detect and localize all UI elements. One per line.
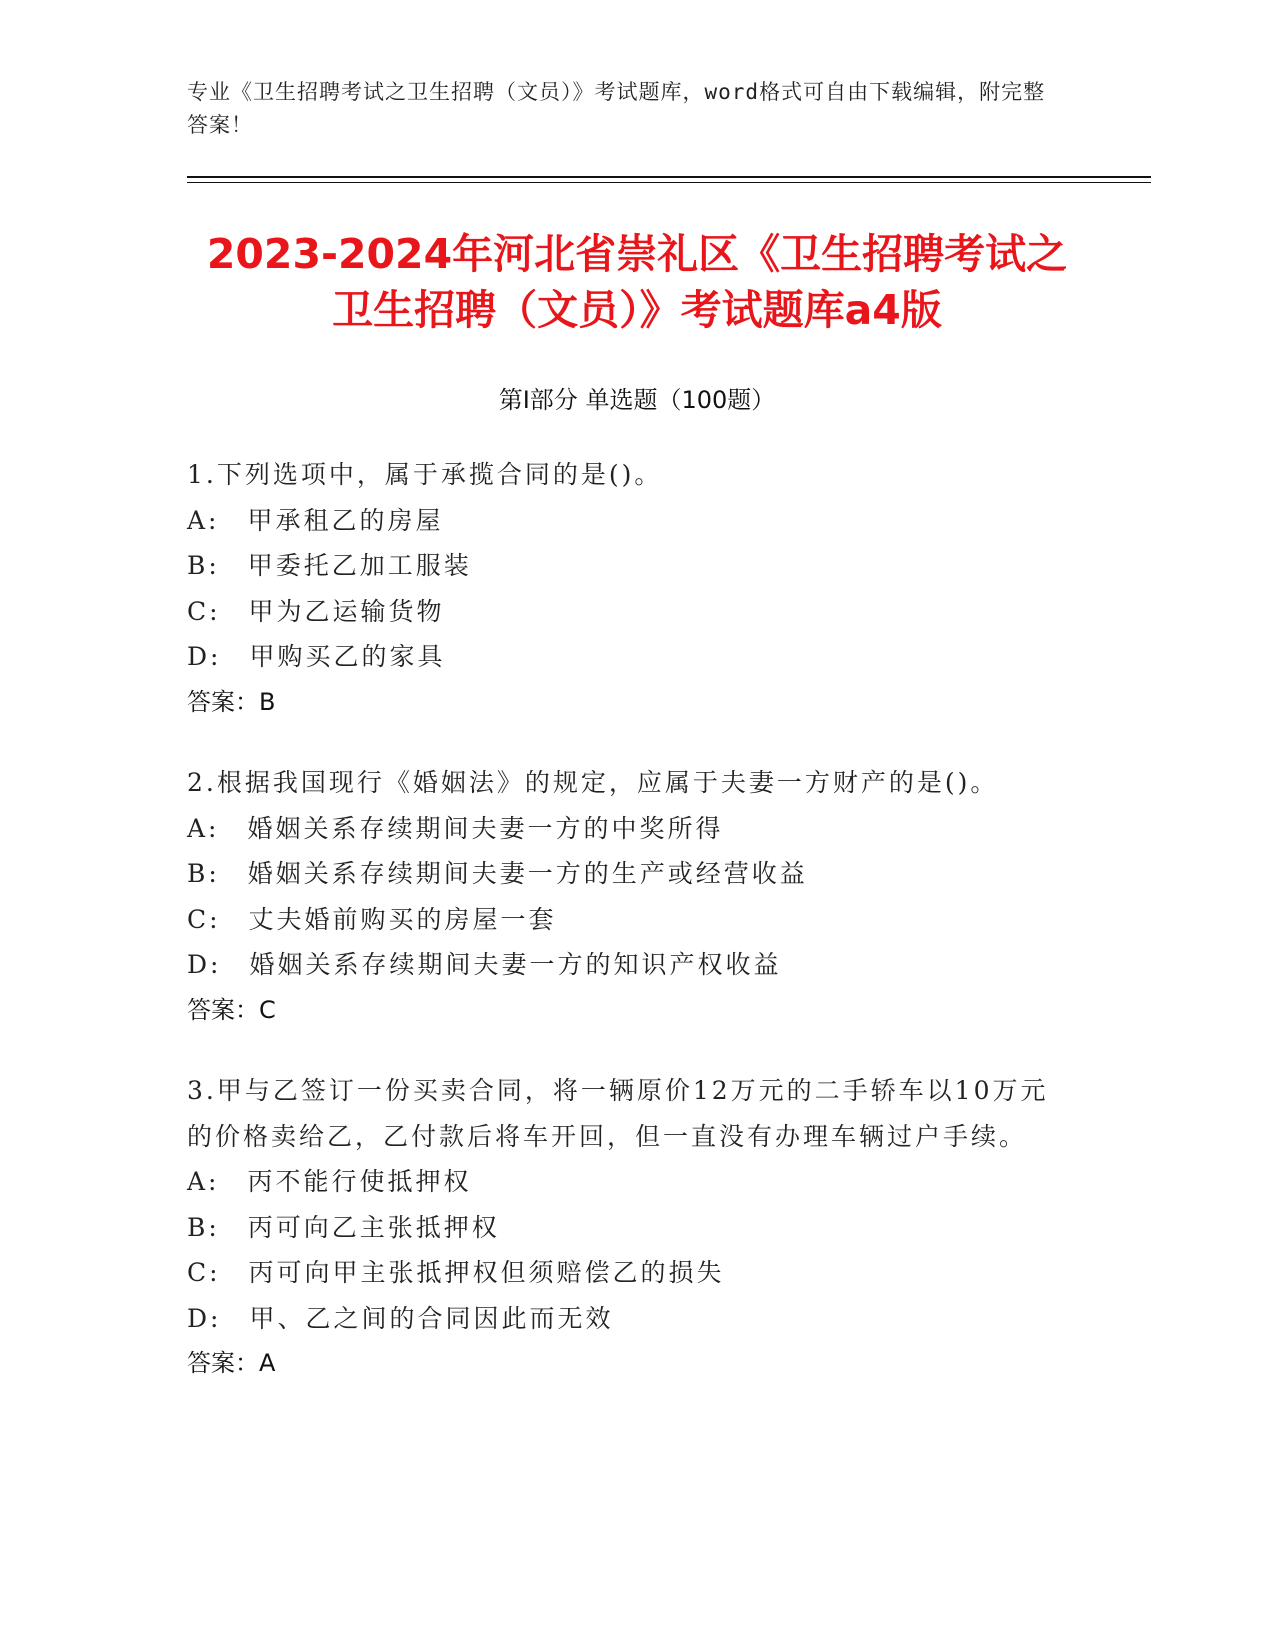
option-b: B: 丙可向乙主张抵押权 [187,1212,500,1242]
answer: 答案：B [187,687,276,716]
question-1 [187,452,1067,725]
header-note: 专业《卫生招聘考试之卫生招聘（文员）》考试题库，word格式可自由下载编辑，附完整答案！ [187,80,1046,137]
question-stem: 2.根据我国现行《婚姻法》的规定，应属于夫妻一方财产的是()。 [187,768,999,797]
option-a: A: 甲承租乙的房屋 [187,505,444,535]
header-divider-thin [187,182,1151,183]
question-stem: 3.甲与乙签订一份买卖合同，将一辆原价12万元的二手轿车以10万元的价格卖给乙，乙付款后将车开回，但一直没有办理车辆过户手续。 [187,1076,1049,1151]
header-divider-thick [187,176,1151,178]
option-d: D: 甲购买乙的家具 [187,642,446,671]
answer: 答案：C [187,995,276,1024]
document-title: 2023-2024年河北省崇礼区《卫生招聘考试之卫生招聘（文员）》考试题库a4版 [206,230,1068,334]
option-b: B: 甲委托乙加工服装 [187,551,472,580]
answer: 答案：A [187,1349,276,1377]
option-c: C: 丙可向甲主张抵押权但须赔偿乙的损失 [187,1258,725,1287]
question-stem: 1.下列选项中，属于承揽合同的是()。 [187,460,663,489]
option-a: A: 丙不能行使抵押权 [187,1167,472,1196]
option-d: D: 婚姻关系存续期间夫妻一方的知识产权收益 [187,950,782,979]
question-2 [187,760,1067,1033]
option-c: C: 丈夫婚前购买的房屋一套 [187,904,557,934]
option-a: A: 婚姻关系存续期间夫妻一方的中奖所得 [187,813,724,843]
section-heading: 第Ⅰ部分 单选题（100题） [498,386,776,414]
option-b: B: 婚姻关系存续期间夫妻一方的生产或经营收益 [187,859,808,888]
option-c: C: 甲为乙运输货物 [187,596,445,626]
question-3 [187,1068,1067,1387]
option-d: D: 甲、乙之间的合同因此而无效 [187,1303,614,1333]
